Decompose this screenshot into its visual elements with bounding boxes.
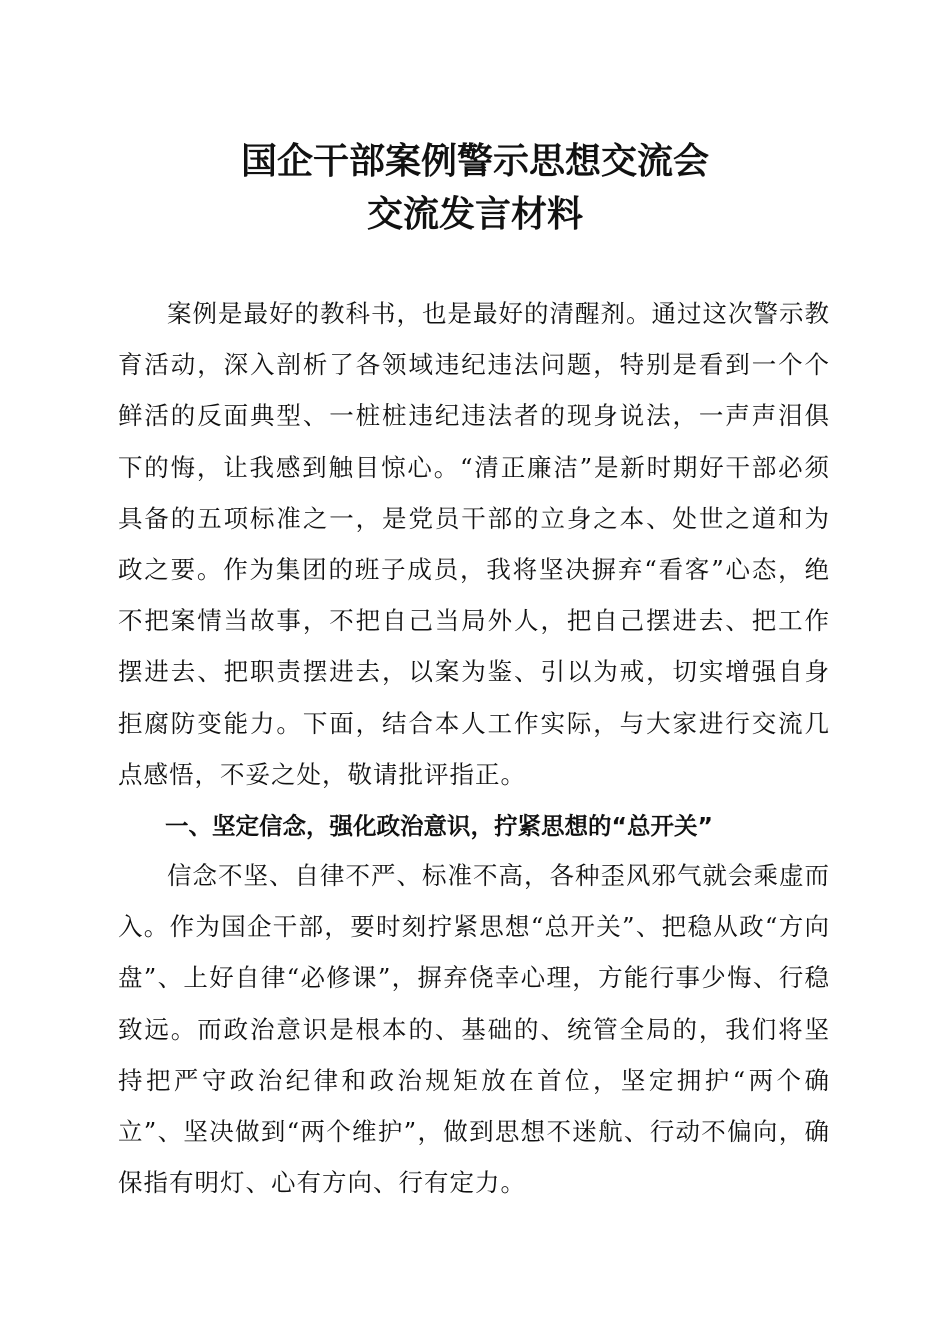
body-paragraph-1: 案例是最好的教科书，也是最好的清醒剂。通过这次警示教育活动，深入剖析了各领域违纪违法问题，特别是看到一个个鲜活的反面典型、一桩桩违纪违法者的现身说法，一声声泪俱下的悔，让我感到触目惊心。“清正廉洁”是新时期好干部必须具备的五项标准之一，是党员干部的立身之本、处世之道和为政之要。作为集团的班子成员，我将坚决摒弃“看客”心态，绝不把案情当故事，不把自己当局外人，把自己摆进去、把工作摆进去、把职责摆进去，以案为鉴、引以为戒，切实增强自身拒腐防变能力。下面，结合本人工作实际，与大家进行交流几点感悟，不妥之处，敬请批评指正。 [118, 299, 830, 789]
document-title-line-1: 国企干部案例警示思想交流会 [240, 140, 709, 182]
section-heading-1: 一、坚定信念，强化政治意识，拧紧思想的“总开关” [165, 812, 713, 840]
document-title-line-2: 交流发言材料 [366, 193, 583, 235]
body-paragraph-2: 信念不坚、自律不严、标准不高，各种歪风邪气就会乘虚而入。作为国企干部，要时刻拧紧思想“总开关”、把稳从政“方向盘”、上好自律“必修课”，摒弃侥幸心理，方能行事少悔、行稳致远。而政治意识是根本的、基础的、统管全局的，我们将坚持把严守政治纪律和政治规矩放在首位，坚定拥护“两个确立”、坚决做到“两个维护”，做到思想不迷航、行动不偏向，确保指有明灯、心有方向、行有定力。 [118, 861, 830, 1198]
